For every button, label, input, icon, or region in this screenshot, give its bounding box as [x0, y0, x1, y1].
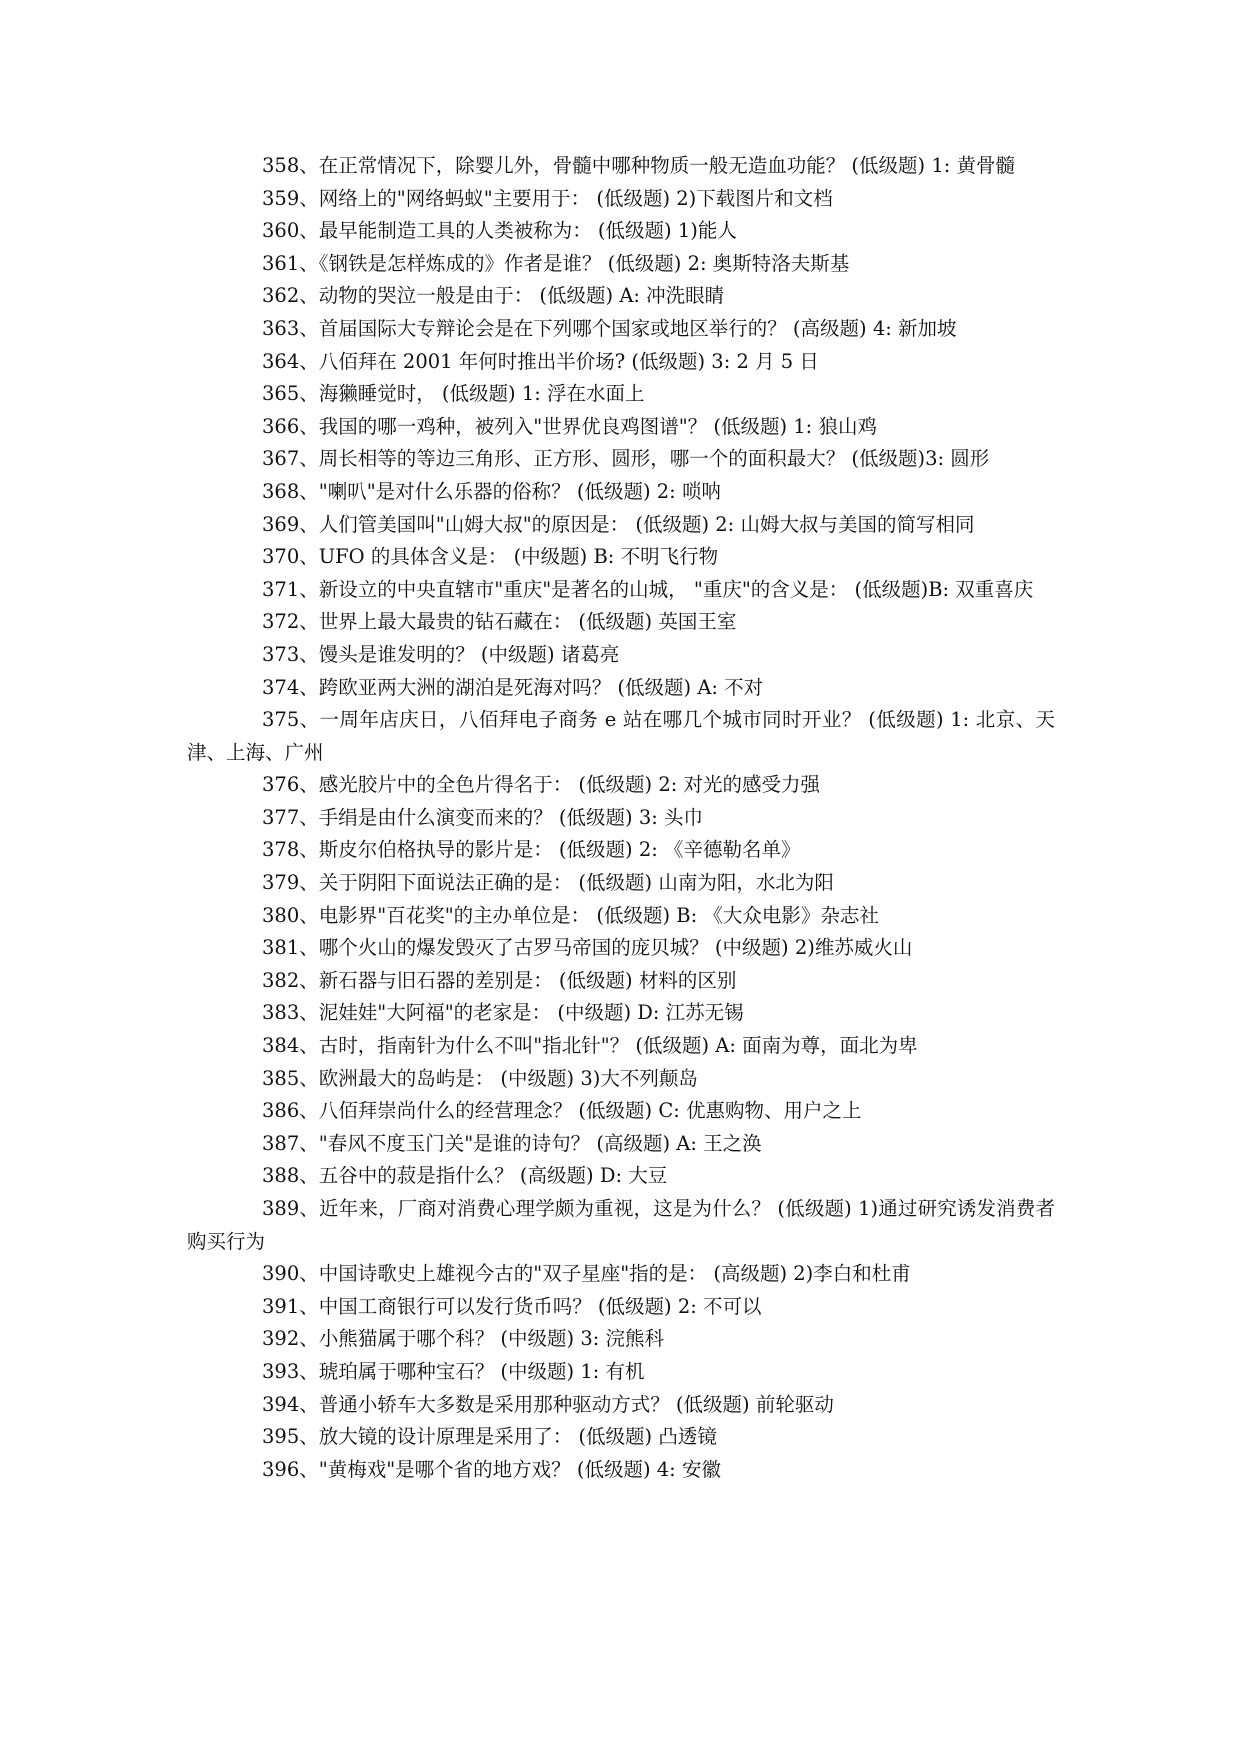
list-item: 360、最早能制造工具的人类被称为： (低级题) 1)能人	[262, 219, 737, 243]
list-item: 383、泥娃娃"大阿福"的老家是： (中级题) D: 江苏无锡	[262, 1001, 744, 1025]
list-item: 377、手绢是由什么演变而来的？ (低级题) 3: 头巾	[262, 805, 704, 829]
list-item: 389、近年来，厂商对消费心理学颇为重视，这是为什么？ (低级题) 1)通过研究诱发消费者购买行为	[187, 1197, 1055, 1253]
list-item: 375、一周年店庆日，八佰拜电子商务 e 站在哪几个城市同时开业？ (低级题) 1: 北京、天津、上海、广州	[187, 708, 1055, 764]
list-item: 368、"喇叭"是对什么乐器的俗称？ (低级题) 2: 唢呐	[262, 479, 721, 503]
list-item: 381、哪个火山的爆发毁灭了古罗马帝国的庞贝城？ (中级题) 2)维苏威火山	[262, 936, 913, 960]
list-item: 373、馒头是谁发明的？ (中级题) 诸葛亮	[262, 642, 620, 666]
list-item: 385、欧洲最大的岛屿是： (中级题) 3)大不列颠岛	[262, 1066, 698, 1090]
list-item: 369、人们管美国叫"山姆大叔"的原因是： (低级题) 2: 山姆大叔与美国的简写相同	[262, 512, 975, 536]
list-item: 391、中国工商银行可以发行货币吗？ (低级题) 2: 不可以	[262, 1294, 762, 1318]
list-item: 380、电影界"百花奖"的主办单位是： (低级题) B: 《大众电影》杂志社	[262, 903, 879, 927]
list-item: 362、动物的哭泣一般是由于： (低级题) A: 冲洗眼睛	[262, 284, 725, 308]
list-item: 366、我国的哪一鸡种，被列入"世界优良鸡图谱"？ (低级题) 1: 狼山鸡	[262, 414, 877, 438]
list-item: 359、网络上的"网络蚂蚁"主要用于： (低级题) 2)下载图片和文档	[262, 186, 833, 210]
list-item: 371、新设立的中央直辖市"重庆"是著名的山城， "重庆"的含义是： (低级题)B: 双重喜庆	[262, 577, 1034, 601]
list-item: 394、普通小轿车大多数是采用那种驱动方式？ (低级题) 前轮驱动	[262, 1392, 834, 1416]
list-item: 384、古时，指南针为什么不叫"指北针"？ (低级题) A: 面南为尊，面北为卑	[262, 1034, 918, 1058]
list-item: 358、在正常情况下，除婴儿外，骨髓中哪种物质一般无造血功能？ (低级题) 1: 黄骨髓	[262, 154, 1016, 177]
list-item: 392、小熊猫属于哪个科？ (中级题) 3: 浣熊科	[262, 1327, 665, 1351]
list-item: 376、感光胶片中的全色片得名于： (低级题) 2: 对光的感受力强	[262, 773, 821, 797]
list-item: 395、放大镜的设计原理是采用了： (低级题) 凸透镜	[262, 1425, 717, 1449]
list-item: 393、琥珀属于哪种宝石？ (中级题) 1: 有机	[262, 1359, 645, 1383]
list-item: 361、《钢铁是怎样炼成的》作者是谁？ (低级题) 2: 奥斯特洛夫斯基	[262, 251, 850, 275]
list-item: 388、五谷中的菽是指什么？ (高级题) D: 大豆	[262, 1164, 668, 1188]
list-item: 387、"春风不度玉门关"是谁的诗句？ (高级题) A: 王之涣	[262, 1131, 762, 1155]
list-item: 367、周长相等的等边三角形、正方形、圆形，哪一个的面积最大？ (低级题)3: 圆形	[262, 447, 990, 471]
list-item: 390、中国诗歌史上雄视今古的"双子星座"指的是： (高级题) 2)李白和杜甫	[262, 1262, 911, 1286]
list-item: 370、UFO 的具体含义是： (中级题) B: 不明飞行物	[262, 545, 719, 569]
list-item: 365、海獭睡觉时， (低级题) 1: 浮在水面上	[262, 382, 645, 406]
list-item: 363、首届国际大专辩论会是在下列哪个国家或地区举行的？ (高级题) 4: 新加坡	[262, 316, 957, 340]
list-item: 372、世界上最大最贵的钻石藏在： (低级题) 英国王室	[262, 610, 737, 634]
list-item: 386、八佰拜崇尚什么的经营理念？ (低级题) C: 优惠购物、用户之上	[262, 1099, 862, 1123]
list-item: 374、跨欧亚两大洲的湖泊是死海对吗？ (低级题) A: 不对	[262, 675, 764, 699]
list-item: 396、"黄梅戏"是哪个省的地方戏？ (低级题) 4: 安徽	[262, 1457, 721, 1481]
list-item: 382、新石器与旧石器的差别是： (低级题) 材料的区别	[262, 968, 737, 992]
list-item: 379、关于阴阳下面说法正确的是： (低级题) 山南为阳，水北为阳	[262, 871, 834, 895]
question-list	[187, 150, 1055, 1486]
list-item: 364、八佰拜在 2001 年何时推出半价场? (低级题) 3: 2 月 5 日	[262, 349, 819, 373]
list-item: 378、斯皮尔伯格执导的影片是： (低级题) 2: 《辛德勒名单》	[262, 838, 801, 862]
